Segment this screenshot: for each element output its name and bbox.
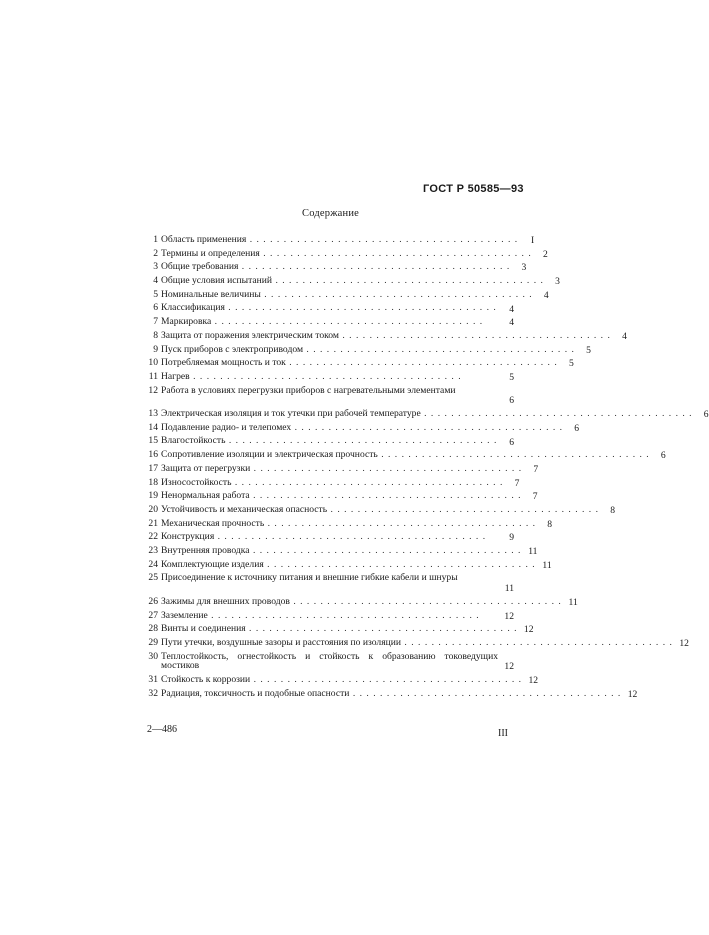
leader-dots: . . . . . . . . . . . . . . . . . . . . . . . . . . . . . . . . . . . . . . . .	[224, 302, 497, 314]
leader-dots: . . . . . . . . . . . . . . . . . . . . . . . . . . . . . . . . . . . . . . . .	[263, 558, 536, 570]
toc-item-title	[161, 317, 498, 327]
toc-item-title	[161, 689, 621, 699]
toc-item-title	[161, 491, 522, 501]
toc-row	[142, 275, 560, 290]
toc-item-number: 19	[148, 490, 158, 502]
toc-item-title	[161, 386, 498, 395]
leader-dots: . . . . . . . . . . . . . . . . . . . . . . . . . . . . . . . . . . . . . . . .	[260, 288, 533, 300]
toc-item-title	[161, 464, 522, 474]
toc-item-page: 6	[509, 395, 514, 407]
toc-item-title	[161, 249, 532, 259]
toc-row	[142, 303, 514, 317]
sheet-code: 2—486	[147, 724, 177, 735]
toc-item-title-text: Область применения	[161, 234, 247, 245]
toc-item-number: 27	[148, 609, 158, 621]
toc-item-title	[161, 624, 518, 634]
toc-row	[142, 544, 538, 560]
toc-item-page: 11	[528, 546, 538, 558]
toc-item-page: 12	[528, 675, 539, 687]
toc-item-page: 12	[504, 610, 514, 622]
toc-item-title	[161, 423, 563, 433]
toc-item-number: 29	[148, 636, 158, 648]
toc-row	[142, 517, 553, 533]
toc-item-number: 9	[153, 343, 158, 355]
toc-item-title-text: Комплектующие изделия	[161, 558, 264, 570]
leader-dots: . . . . . . . . . . . . . . . . . . . . . . . . . . . . . . . . . . . . . . . .	[327, 503, 599, 515]
toc-item-page: 4	[622, 330, 627, 342]
toc-item-title	[161, 331, 611, 341]
toc-item-title-text: Потребляемая мощность и ток	[161, 357, 286, 369]
toc-item-title-text: Заземление	[161, 609, 208, 621]
toc-item-title	[161, 652, 498, 671]
toc-item-title	[161, 532, 498, 542]
toc-item-title	[161, 409, 693, 419]
toc-item-title-text: Общие условия испытаний	[161, 275, 273, 287]
leader-dots: . . . . . . . . . . . . . . . . . . . . . . . . . . . . . . . . . . . . . . . .	[401, 636, 673, 648]
toc-item-title-text: Зажимы для внешних проводов	[161, 595, 290, 607]
toc-row	[142, 386, 514, 410]
toc-item-page: 12	[504, 661, 514, 673]
toc-row	[142, 436, 514, 450]
standard-number: ГОСТ Р 50585—93	[423, 183, 524, 195]
toc-row	[142, 687, 638, 703]
toc-item-title-text: Пути утечки, воздушные зазоры и расстояния по изоляции	[161, 636, 402, 648]
toc-item-number: 30	[148, 650, 158, 662]
toc-row	[142, 372, 514, 386]
toc-item-title-text: Механическая прочность	[161, 517, 265, 529]
toc-item-title-text: Нагрев	[161, 370, 190, 382]
toc-item-title-text: Винты и соединения	[161, 623, 246, 635]
toc-item-title-text: Ненормальная работа	[161, 490, 250, 502]
toc-item-page: 11	[542, 559, 552, 571]
toc-item-title-text: Электрическая изоляция и ток утечки при рабочей температуре	[161, 408, 421, 420]
leader-dots: . . . . . . . . . . . . . . . . . . . . . . . . . . . . . . . . . . . . . . . .	[189, 370, 462, 382]
toc-item-page: 8	[610, 504, 615, 516]
toc-item-title	[161, 262, 510, 272]
toc-item-number: 12	[148, 384, 158, 396]
toc-item-page: 11	[504, 583, 514, 595]
toc-item-title	[161, 675, 522, 685]
leader-dots: . . . . . . . . . . . . . . . . . . . . . . . . . . . . . . . . . . . . . . . .	[211, 316, 484, 328]
leader-dots: . . . . . . . . . . . . . . . . . . . . . . . . . . . . . . . . . . . . . . . .	[231, 476, 504, 488]
toc-row	[142, 652, 514, 676]
toc-item-page: 5	[568, 358, 574, 370]
toc-item-number: 4	[153, 275, 158, 287]
page-number: III	[498, 728, 508, 739]
toc-item-page: 7	[514, 477, 520, 489]
leader-dots: . . . . . . . . . . . . . . . . . . . . . . . . . . . . . . . . . . . . . . . .	[207, 609, 480, 621]
toc-item-number: 13	[148, 408, 158, 420]
toc-row	[142, 234, 535, 249]
toc-item-title-text: Общие требования	[161, 261, 239, 273]
toc-item-title	[161, 436, 498, 446]
toc-item-page: I	[530, 235, 535, 247]
toc-row	[142, 247, 548, 263]
toc-item-page: 11	[568, 596, 578, 608]
toc-item-number: 8	[153, 329, 158, 341]
toc-item-page: 3	[521, 262, 527, 274]
toc-item-number: 7	[153, 316, 158, 328]
toc-row	[142, 288, 549, 304]
toc-row	[142, 317, 514, 331]
toc-item-title	[161, 276, 544, 286]
toc-item-page: 7	[532, 491, 538, 503]
toc-item-number: 31	[148, 674, 158, 686]
toc-item-number: 20	[148, 503, 158, 515]
toc-item-page: 5	[586, 344, 591, 356]
toc-item-title-text: Влагостойкость	[161, 435, 226, 447]
toc-item-title-text: Радиация, токсичность и подобные опасности	[161, 687, 350, 699]
toc-item-number: 14	[148, 421, 158, 433]
toc-item-number: 18	[148, 476, 158, 488]
toc-item-number: 22	[148, 531, 158, 543]
toc-item-number: 24	[148, 558, 158, 570]
toc-item-number: 2	[153, 247, 158, 259]
toc-item-page: 6	[703, 409, 709, 421]
toc-item-title	[161, 546, 521, 556]
toc-item-title	[161, 372, 498, 382]
toc-item-title-text: Устойчивость и механическая опасность	[161, 503, 328, 515]
toc-item-title-text: Износостойкость	[161, 476, 232, 488]
toc-row	[142, 623, 534, 638]
toc-item-title-text: Конструкция	[161, 531, 215, 543]
toc-item-page: 6	[574, 422, 580, 434]
toc-title: Содержание	[301, 208, 360, 219]
toc-row	[142, 343, 591, 359]
toc-item-title	[161, 519, 536, 529]
toc-item-title	[161, 573, 498, 582]
toc-item-page: 6	[660, 450, 666, 462]
toc-item-title	[161, 597, 562, 607]
leader-dots: . . . . . . . . . . . . . . . . . . . . . . . . . . . . . . . . . . . . . . . .	[246, 234, 519, 245]
toc-item-title-text: Работа в условиях перегрузки приборов с нагревательными элементами	[161, 384, 456, 396]
toc-item-page: 7	[533, 463, 539, 475]
leader-dots: . . . . . . . . . . . . . . . . . . . . . . . . . . . . . . . . . . . . . . . .	[289, 595, 562, 607]
toc-row	[142, 532, 514, 546]
leader-dots: . . . . . . . . . . . . . . . . . . . . . . . . . . . . . . . . . . . . . . . .	[338, 329, 611, 341]
toc-item-title	[161, 450, 650, 460]
leader-dots: . . . . . . . . . . . . . . . . . . . . . . . . . . . . . . . . . . . . . . . .	[214, 531, 487, 543]
toc-item-number: 5	[153, 288, 158, 300]
toc-item-page: 8	[547, 518, 553, 530]
leader-dots: . . . . . . . . . . . . . . . . . . . . . . . . . . . . . . . . . . . . . . . .	[245, 623, 518, 635]
toc-row	[142, 490, 538, 505]
leader-dots: . . . . . . . . . . . . . . . . . . . . . . . . . . . . . . . . . . . . . . . .	[249, 544, 522, 556]
toc-item-number: 3	[153, 261, 158, 273]
toc-item-title	[161, 638, 673, 648]
toc-row	[142, 476, 520, 492]
toc-item-title	[161, 478, 503, 488]
toc-item-title	[161, 358, 558, 368]
leader-dots: . . . . . . . . . . . . . . . . . . . . . . . . . . . . . . . . . . . . . . . .	[259, 247, 532, 259]
toc-row	[142, 462, 539, 478]
toc-item-title	[161, 560, 536, 570]
toc-item-title-text: Подавление радио- и телепомех	[161, 421, 292, 433]
toc-item-title-text: Сопротивление изоляции и электрическая прочность	[161, 449, 378, 461]
toc-item-title-text: Маркировка	[161, 316, 212, 328]
leader-dots: . . . . . . . . . . . . . . . . . . . . . . . . . . . . . . . . . . . . . . . .	[349, 687, 622, 699]
toc-item-number: 1	[153, 234, 158, 245]
toc-item-title-text: Классификация	[161, 302, 225, 314]
toc-item-page: 3	[555, 276, 560, 288]
toc-item-title	[161, 345, 575, 355]
toc-item-title-text: Номинальные величины	[161, 288, 261, 300]
toc-item-title-text: Защита от поражения электрическим током	[161, 329, 339, 341]
toc-item-number: 21	[148, 517, 158, 529]
toc-item-title	[161, 290, 533, 300]
toc-item-title-text: Термины и определения	[161, 247, 260, 259]
toc-row	[142, 357, 574, 372]
toc-item-number: 11	[148, 370, 158, 382]
toc-row	[142, 636, 689, 652]
toc-item-number: 26	[148, 595, 158, 607]
toc-item-number: 32	[148, 687, 158, 699]
toc-item-title-text: Стойкость к коррозии	[161, 674, 251, 686]
leader-dots: . . . . . . . . . . . . . . . . . . . . . . . . . . . . . . . . . . . . . . . .	[285, 357, 558, 369]
toc-row	[142, 573, 514, 597]
leader-dots: . . . . . . . . . . . . . . . . . . . . . . . . . . . . . . . . . . . . . . . .	[377, 449, 650, 461]
toc-item-page: 5	[509, 371, 514, 383]
toc-item-page: 4	[543, 289, 549, 301]
leader-dots: . . . . . . . . . . . . . . . . . . . . . . . . . . . . . . . . . . . . . . . .	[420, 408, 693, 420]
leader-dots: . . . . . . . . . . . . . . . . . . . . . . . . . . . . . . . . . . . . . . . .	[249, 490, 522, 502]
table-of-contents	[142, 234, 709, 702]
toc-item-title	[161, 235, 518, 245]
toc-row	[142, 595, 578, 611]
toc-item-page: 12	[679, 637, 689, 649]
toc-row	[142, 329, 627, 345]
leader-dots: . . . . . . . . . . . . . . . . . . . . . . . . . . . . . . . . . . . . . . . .	[238, 261, 511, 273]
toc-item-page: 9	[509, 532, 514, 544]
toc-item-title	[161, 303, 498, 313]
leader-dots: . . . . . . . . . . . . . . . . . . . . . . . . . . . . . . . . . . . . . . . .	[250, 674, 523, 686]
toc-item-page: 4	[509, 317, 514, 329]
toc-row	[142, 449, 666, 464]
toc-item-number: 28	[148, 623, 158, 635]
toc-item-number: 6	[153, 302, 158, 314]
toc-item-title	[161, 505, 599, 515]
toc-item-title-text: Защита от перегрузки	[161, 462, 251, 474]
toc-item-page: 2	[542, 248, 548, 260]
toc-row	[142, 261, 527, 276]
toc-item-number: 16	[148, 449, 158, 461]
toc-item-page: 6	[509, 436, 514, 448]
toc-row	[142, 674, 539, 689]
leader-dots: . . . . . . . . . . . . . . . . . . . . . . . . . . . . . . . . . . . . . . . .	[264, 517, 537, 529]
leader-dots: . . . . . . . . . . . . . . . . . . . . . . . . . . . . . . . . . . . . . . . .	[291, 421, 564, 433]
leader-dots: . . . . . . . . . . . . . . . . . . . . . . . . . . . . . . . . . . . . . . . .	[250, 462, 523, 474]
toc-row	[142, 408, 709, 423]
toc-item-page: 12	[627, 688, 638, 700]
toc-item-title-text: Пуск приборов с электроприводом	[161, 343, 304, 355]
toc-row	[142, 558, 552, 574]
toc-row	[142, 421, 580, 437]
toc-item-title	[161, 611, 498, 621]
toc-row	[142, 503, 615, 519]
toc-item-page: 4	[509, 303, 514, 315]
toc-item-number: 25	[148, 572, 158, 584]
leader-dots: . . . . . . . . . . . . . . . . . . . . . . . . . . . . . . . . . . . . . . . .	[272, 275, 544, 287]
toc-row	[142, 611, 514, 625]
toc-item-number: 23	[148, 544, 158, 556]
toc-item-page: 12	[523, 624, 534, 636]
toc-item-title-text: Внутренняя проводка	[161, 544, 250, 556]
toc-item-number: 10	[148, 357, 158, 369]
toc-item-number: 17	[148, 462, 158, 474]
leader-dots: . . . . . . . . . . . . . . . . . . . . . . . . . . . . . . . . . . . . . . . .	[225, 435, 498, 447]
toc-item-title-text: Присоединение к источнику питания и внешние гибкие кабели и шнуры	[161, 572, 458, 584]
toc-item-number: 15	[148, 435, 158, 447]
leader-dots: . . . . . . . . . . . . . . . . . . . . . . . . . . . . . . . . . . . . . . . .	[303, 343, 575, 355]
toc-item-title-text: Теплостойкость, огнестойкость и стойкость к образованию токоведущих мостиков	[161, 650, 498, 671]
